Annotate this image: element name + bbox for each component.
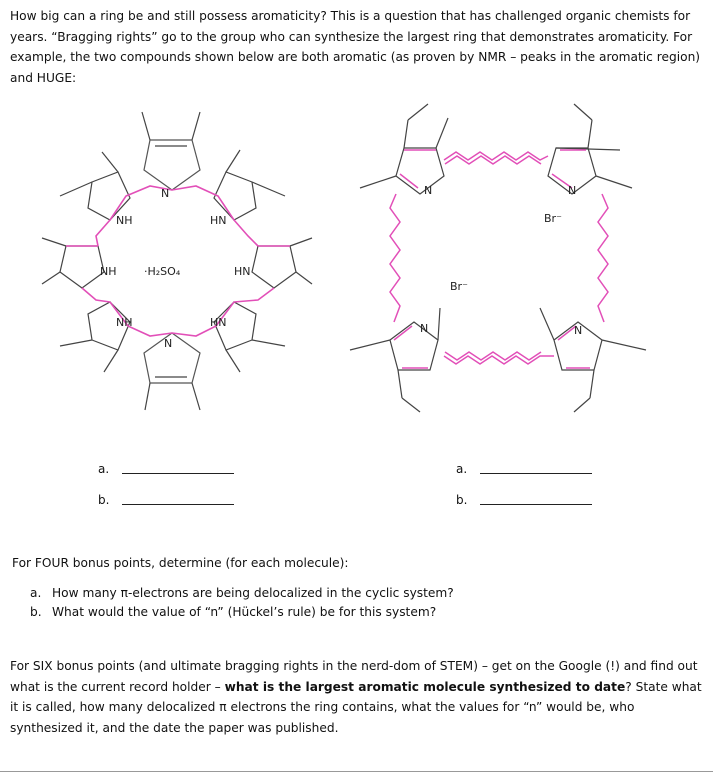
list-marker: a. [30,586,42,600]
bonus-six-text-start: For SIX bonus points (and ultimate bragging rights in the nerd-dom of STEM) – get on the Google (!) and find out what is the current record holder – [10,659,698,694]
label-n-bottom-left: N [420,322,429,335]
answer-right-b [456,493,467,507]
bonus-four-title: For FOUR bonus points, determine (for each molecule): [12,556,349,570]
answer-left-b-label: b. [98,493,110,507]
label-hn-mid-right: HN [234,265,251,278]
list-item [30,584,454,603]
label-n-bottom: N [164,337,173,350]
molecule-figures [0,100,713,430]
list-text: How many π-electrons are being delocalized in the cyclic system? [52,586,454,600]
answer-right-b-label: b. [456,493,468,507]
molecule-left [42,112,312,410]
answer-right-a-label: a. [456,462,468,476]
answer-right-a [456,462,467,476]
bottom-divider [0,771,713,772]
list-text: What would the value of “n” (Hückel’s rule) be for this system? [52,605,437,619]
label-nh-mid-left: NH [100,265,117,278]
label-n-bottom-right: N [574,324,583,337]
bonus-four-list [30,584,454,622]
bonus-six-text-end: ? State what it is called, how many delocalized π electrons the ring contains, what the values for “n” would be, who synthesized it, and the date the paper was published. [10,679,702,735]
label-nh-top-left: NH [116,214,133,227]
label-acid: ·H₂SO₄ [144,265,181,278]
list-marker: b. [30,605,42,619]
answer-left-b [98,493,109,507]
label-n-top-left: N [424,184,433,197]
answer-right-b-blank[interactable] [480,504,592,505]
label-nh-bottom-left: NH [116,316,133,329]
label-br-right: Br⁻ [544,212,562,225]
label-n-top-right: N [568,184,577,197]
molecule-left-conjugation [66,186,290,336]
answer-right-a-blank[interactable] [480,473,592,474]
answer-left-a [98,462,109,476]
answer-left-a-blank[interactable] [122,473,234,474]
bonus-six-bold-question: what is the largest aromatic molecule synthesized to date [224,679,626,694]
label-n-top: N [161,187,170,200]
label-hn-top-right: HN [210,214,227,227]
answer-left-b-blank[interactable] [122,504,234,505]
intro-paragraph: How big can a ring be and still possess aromaticity? This is a question that has challenged organic chemists for years. “Bragging rights” go to the group who can synthesize the largest ring that demonstrates aromaticity. For example, the two compounds shown below are both aromatic (as proven by NMR – peaks in the aromatic region) and HUGE: [10,9,701,85]
label-hn-bottom-right: HN [210,316,227,329]
list-item [30,603,454,622]
answer-left-a-label: a. [98,462,110,476]
bonus-six-paragraph [10,656,704,738]
label-br-center: Br⁻ [450,280,468,293]
